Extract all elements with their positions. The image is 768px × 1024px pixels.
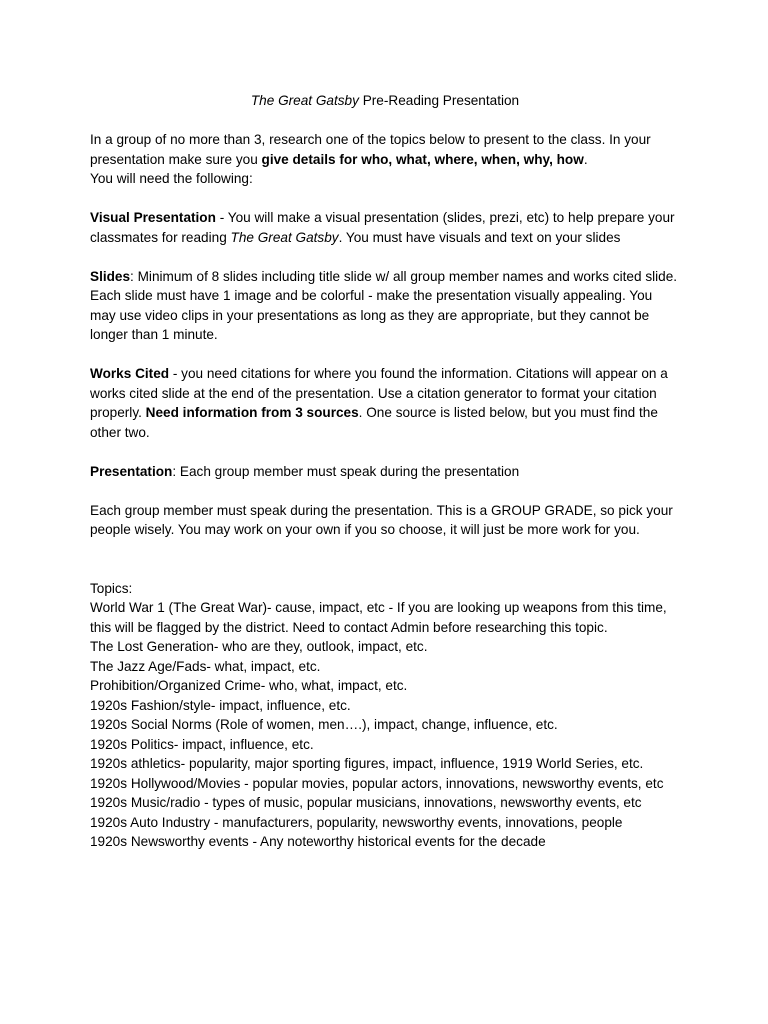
topic-item: World War 1 (The Great War)- cause, impact, etc - If you are looking up weapons from this time,	[90, 600, 667, 615]
slides-label: Slides	[90, 268, 131, 284]
topic-item: 1920s Hollywood/Movies - popular movies, popular actors, innovations, newsworthy events, etc	[90, 775, 664, 791]
title-book-name: The Great Gatsby	[250, 93, 359, 108]
intro-text: In a group of no more than 3, research one of the topics below to present to the class. In your presentation make sure you	[90, 132, 651, 167]
topic-item: The Lost Generation- who are they, outlook, impact, etc.	[90, 639, 428, 654]
spacer	[90, 540, 680, 579]
intro-bold-text: give details for who, what, where, when, why, how	[261, 151, 584, 167]
document-title	[90, 91, 680, 111]
topics-section	[90, 579, 680, 852]
works-cited-label: Works Cited	[90, 366, 170, 381]
intro-period: .	[583, 151, 588, 167]
slides-paragraph	[90, 267, 680, 345]
presentation-label: Presentation	[90, 463, 173, 479]
visual-presentation-text-end: . You must have visuals and text on your slides	[338, 229, 621, 245]
works-cited-paragraph	[90, 364, 680, 442]
topics-heading: Topics:	[90, 580, 133, 596]
topic-item: 1920s Auto Industry - manufacturers, popularity, newsworthy events, innovations, people	[90, 814, 623, 830]
visual-presentation-text: - You will make a visual presentation (slides, prezi, etc) to help prepare your classmates for reading	[90, 210, 675, 245]
intro-section	[90, 130, 680, 189]
topic-item: 1920s Fashion/style- impact, influence, etc.	[90, 697, 351, 713]
intro-need-line: You will need the following:	[90, 171, 253, 186]
group-paragraph: Each group member must speak during the presentation. This is a GROUP GRADE, so pick your people wisely. You may work on your own if you so choose, it will just be more work for you.	[90, 502, 673, 537]
title-rest: Pre-Reading Presentation	[358, 93, 520, 108]
presentation-text: : Each group member must speak during the presentation	[172, 463, 520, 479]
intro-paragraph	[90, 130, 680, 169]
works-cited-text: - you need citations for where you found the information. Citations will appear on a works cited slide at the end of the presentation. Use a citation generator to format your citation properly.	[90, 366, 668, 420]
presentation-paragraph	[90, 462, 680, 482]
works-cited-text-end: . One source is listed below, but you must find the other two.	[90, 405, 658, 440]
works-cited-bold-text: Need information from 3 sources	[145, 405, 359, 420]
topic-item: 1920s athletics- popularity, major sporting figures, impact, influence, 1919 World Series, etc.	[90, 756, 644, 771]
topic-item: 1920s Music/radio - types of music, popular musicians, innovations, newsworthy events, etc	[90, 795, 642, 810]
visual-presentation-label: Visual Presentation	[90, 210, 216, 225]
topic-item-continued: this will be flagged by the district. Need to contact Admin before researching this topic.	[90, 619, 608, 635]
topic-item: The Jazz Age/Fads- what, impact, etc.	[90, 658, 321, 674]
topic-item: 1920s Newsworthy events - Any noteworthy historical events for the decade	[90, 834, 546, 849]
visual-presentation-paragraph	[90, 208, 680, 247]
visual-presentation-book: The Great Gatsby	[230, 229, 339, 245]
topic-item: Prohibition/Organized Crime- who, what, impact, etc.	[90, 678, 408, 693]
slides-text: : Minimum of 8 slides including title slide w/ all group member names and works cited slide. Each slide must have 1 image and be colorful - make the presentation visually appealing. You may use video clips in your presentations as long as they are appropriate, but they cannot be longer than 1 minute.	[90, 268, 678, 342]
topic-item: 1920s Politics- impact, influence, etc.	[90, 736, 314, 752]
topic-item: 1920s Social Norms (Role of women, men….), impact, change, influence, etc.	[90, 717, 558, 732]
